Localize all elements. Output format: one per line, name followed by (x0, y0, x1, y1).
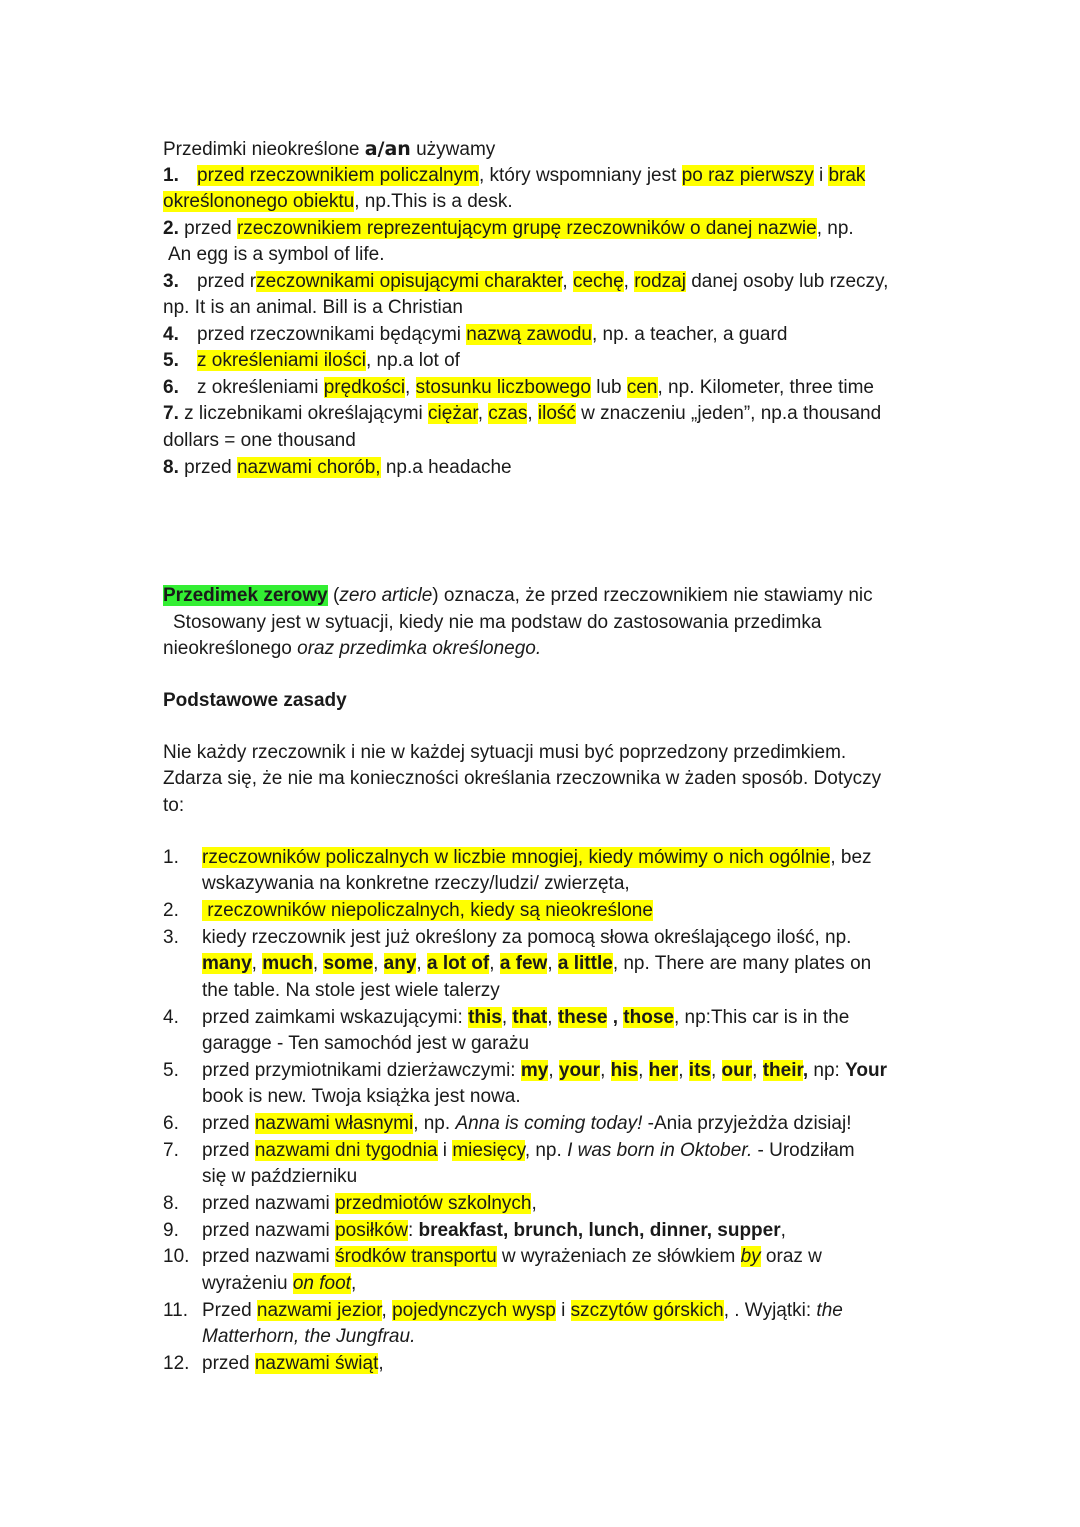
rule-7: 7. z liczebnikami określającymi ciężar, czas, ilość w znaczeniu „jeden”, np.a thousand (163, 403, 882, 424)
zero-article-p2: Stosowany jest w sytuacji, kiedy nie ma podstaw do zastosowania przedimka (173, 612, 822, 633)
list-item-3-cont2: the table. Na stole jest wiele talerzy (202, 980, 500, 1001)
rule-4: 4. przed rzeczownikami będącymi nazwą zawodu, np. a teacher, a guard (163, 324, 788, 345)
list-item-10: 10. przed nazwami środków transportu w wyrażeniach ze słówkiem by oraz w (163, 1246, 822, 1267)
list-item-8: 8. przed nazwami przedmiotów szkolnych, (163, 1193, 537, 1214)
list-item-9: 9. przed nazwami posiłków: breakfast, brunch, lunch, dinner, supper, (163, 1220, 786, 1241)
basic-rules-heading: Podstawowe zasady (163, 690, 347, 711)
rule-6: 6. z określeniami prędkości, stosunku liczbowego lub cen, np. Kilometer, three time (163, 377, 874, 398)
list-item-12: 12. przed nazwami świąt, (163, 1353, 384, 1374)
intro-line: Przedimki nieokreślone a/an używamy (163, 138, 496, 160)
article-a-an: a/an (364, 138, 411, 160)
list-item-4-cont: garagge - Ten samochód jest w garażu (202, 1033, 530, 1054)
zero-article-line: Przedimek zerowy (zero article) oznacza, że przed rzeczownikiem nie stawiamy nic (163, 585, 873, 606)
list-item-5: 5. przed przymiotnikami dzierżawczymi: my, your, his, her, its, our, their, np: Your (163, 1060, 887, 1081)
zero-article-p3: nieokreślonego oraz przedimka określonego. (163, 638, 542, 659)
list-item-3-cont: many, much, some, any, a lot of, a few, a little, np. There are many plates on (202, 953, 872, 974)
list-item-10-cont: wyrażeniu on foot, (202, 1273, 357, 1294)
rule-7-cont: dollars = one thousand (163, 430, 356, 451)
rule-3-cont: np. It is an animal. Bill is a Christian (163, 297, 463, 318)
list-item-1: 1. rzeczowników policzalnych w liczbie mnogiej, kiedy mówimy o nich ogólnie, bez (163, 847, 872, 868)
list-item-3: 3. kiedy rzeczownik jest już określony za pomocą słowa określającego ilość, np. (163, 927, 852, 948)
list-item-5-cont: book is new. Twoja książka jest nowa. (202, 1086, 521, 1107)
list-item-7: 7. przed nazwami dni tygodnia i miesięcy, np. I was born in Oktober. - Urodziłam (163, 1140, 855, 1161)
rule-3: 3. przed rzeczownikami opisującymi charakter, cechę, rodzaj danej osoby lub rzeczy, (163, 271, 889, 292)
list-item-2: 2. rzeczowników niepoliczalnych, kiedy są nieokreślone (163, 900, 653, 921)
rule-1: 1. przed rzeczownikiem policzalnym, który wspomniany jest po raz pierwszy i brak (163, 165, 866, 186)
rule-2-cont: An egg is a symbol of life. (168, 244, 385, 265)
rules-intro-2: Zdarza się, że nie ma konieczności określania rzeczownika w żaden sposób. Dotyczy (163, 768, 882, 789)
list-item-7-cont: się w październiku (202, 1166, 358, 1187)
rule-2: 2. przed rzeczownikiem reprezentującym grupę rzeczowników o danej nazwie, np. (163, 218, 854, 239)
rule-8: 8. przed nazwami chorób, np.a headache (163, 457, 512, 478)
list-item-6: 6. przed nazwami własnymi, np. Anna is coming today! -Ania przyjeżdża dzisiaj! (163, 1113, 852, 1134)
list-item-11-cont: Matterhorn, the Jungfrau. (202, 1326, 416, 1347)
rule-5: 5. z określeniami ilości, np.a lot of (163, 350, 460, 371)
list-item-4: 4. przed zaimkami wskazującymi: this, that, these , those, np:This car is in the (163, 1007, 850, 1028)
zero-article-title: Przedimek zerowy (163, 585, 328, 606)
rules-intro-3: to: (163, 795, 185, 816)
rules-intro-1: Nie każdy rzeczownik i nie w każdej sytuacji musi być poprzedzony przedimkiem. (163, 742, 847, 763)
list-item-1-cont: wskazywania na konkretne rzeczy/ludzi/ zwierzęta, (202, 873, 630, 894)
rule-1-cont: określononego obiektu, np.This is a desk. (163, 191, 513, 212)
list-item-11: 11. Przed nazwami jezior, pojedynczych wysp i szczytów górskich, . Wyjątki: the (163, 1300, 843, 1321)
